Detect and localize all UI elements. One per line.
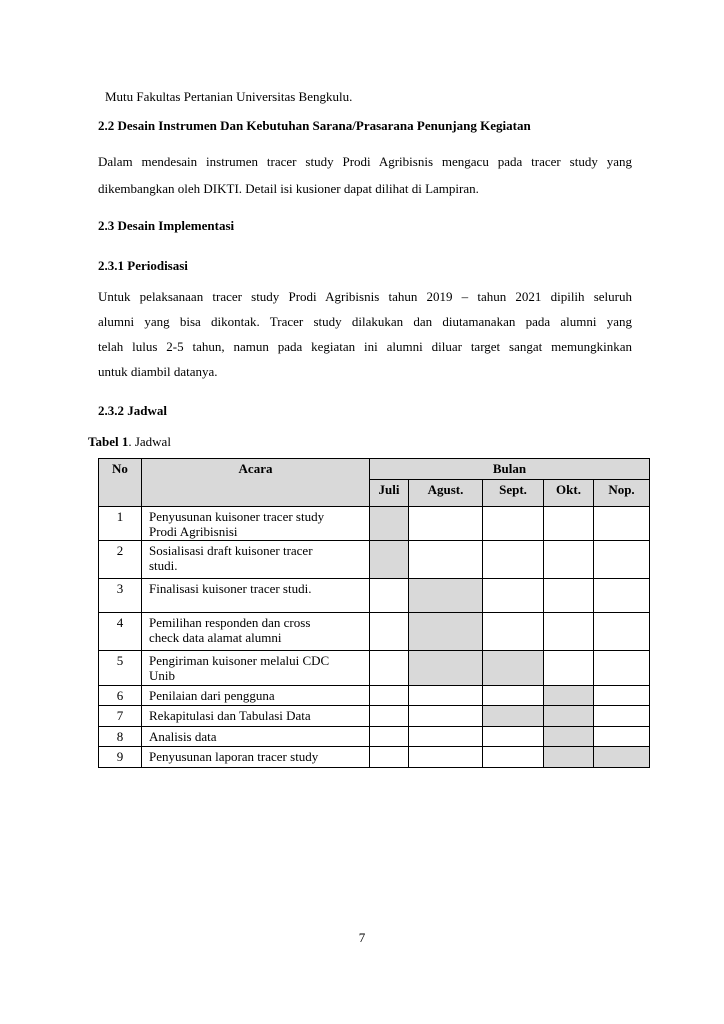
month-cell bbox=[544, 613, 594, 651]
month-cell bbox=[483, 727, 544, 747]
row-activity bbox=[142, 507, 370, 541]
section-2-3-1-heading: 2.3.1 Periodisasi bbox=[98, 258, 188, 273]
section-2-2-line-2: dikembangkan oleh DIKTI. Detail isi kusioner dapat dilihat di Lampiran. bbox=[98, 181, 479, 196]
header-bulan: Bulan bbox=[370, 459, 650, 480]
section-2-2-line-1: Dalam mendesain instrumen tracer study Prodi Agribisnis mengacu pada tracer study yang bbox=[98, 154, 632, 169]
month-cell bbox=[594, 541, 650, 579]
header-month: Okt. bbox=[544, 480, 594, 507]
page-number: 7 bbox=[358, 930, 366, 945]
table-row bbox=[99, 651, 650, 686]
month-cell bbox=[409, 507, 483, 541]
month-cell-scheduled bbox=[409, 651, 483, 686]
month-cell-scheduled bbox=[483, 651, 544, 686]
month-cell bbox=[483, 541, 544, 579]
month-cell-scheduled bbox=[370, 507, 409, 541]
table-row bbox=[99, 686, 650, 706]
month-cell-scheduled bbox=[483, 706, 544, 727]
section-2-3-2-heading: 2.3.2 Jadwal bbox=[98, 403, 167, 418]
header-month: Agust. bbox=[409, 480, 483, 507]
month-cell-scheduled bbox=[409, 579, 483, 613]
month-cell bbox=[483, 613, 544, 651]
row-activity-line: Prodi Agribisnisi bbox=[149, 524, 238, 539]
section-2-3-1-line-4: untuk diambil datanya. bbox=[98, 364, 218, 379]
row-activity bbox=[142, 579, 370, 613]
row-activity-line: Penilaian dari pengguna bbox=[149, 688, 275, 703]
month-cell bbox=[483, 686, 544, 706]
month-cell-scheduled bbox=[370, 541, 409, 579]
header-no: No bbox=[99, 459, 142, 507]
section-2-2-heading: 2.2 Desain Instrumen Dan Kebutuhan Sarana/Prasarana Penunjang Kegiatan bbox=[98, 118, 531, 133]
header-month: Nop. bbox=[594, 480, 650, 507]
month-cell bbox=[370, 686, 409, 706]
section-2-3-1-line-3: telah lulus 2-5 tahun, namun pada kegiatan ini alumni diluar target sangat memungkinkan bbox=[98, 339, 632, 354]
row-activity-line: Sosialisasi draft kuisoner tracer bbox=[149, 543, 313, 558]
month-cell bbox=[483, 579, 544, 613]
row-activity-line: Analisis data bbox=[149, 729, 217, 744]
month-cell-scheduled bbox=[409, 613, 483, 651]
table-row bbox=[99, 613, 650, 651]
section-2-3-1-line-2: alumni yang bisa dikontak. Tracer study dilakukan dan diutamanakan pada alumni yang bbox=[98, 314, 632, 329]
schedule-table-body bbox=[99, 507, 650, 768]
month-cell bbox=[594, 651, 650, 686]
month-cell bbox=[409, 686, 483, 706]
month-cell bbox=[594, 727, 650, 747]
month-cell-scheduled bbox=[544, 747, 594, 768]
month-cell bbox=[544, 579, 594, 613]
header-month: Juli bbox=[370, 480, 409, 507]
row-activity-line: Unib bbox=[149, 668, 175, 683]
month-cell-scheduled bbox=[544, 727, 594, 747]
header-month: Sept. bbox=[483, 480, 544, 507]
month-cell bbox=[544, 541, 594, 579]
row-activity bbox=[142, 706, 370, 727]
row-activity-line: Pengiriman kuisoner melalui CDC bbox=[149, 653, 330, 668]
row-number: 8 bbox=[99, 727, 142, 747]
month-cell bbox=[483, 507, 544, 541]
row-number: 2 bbox=[99, 541, 142, 579]
table-row bbox=[99, 747, 650, 768]
month-cell bbox=[409, 541, 483, 579]
row-activity bbox=[142, 686, 370, 706]
row-activity bbox=[142, 727, 370, 747]
table-caption-title: . Jadwal bbox=[128, 434, 171, 449]
row-number: 5 bbox=[99, 651, 142, 686]
table-row bbox=[99, 507, 650, 541]
row-activity bbox=[142, 541, 370, 579]
row-number: 7 bbox=[99, 706, 142, 727]
section-2-3-heading: 2.3 Desain Implementasi bbox=[98, 218, 235, 233]
table-row bbox=[99, 579, 650, 613]
table-row bbox=[99, 706, 650, 727]
row-activity-line: Finalisasi kuisoner tracer studi. bbox=[149, 581, 312, 596]
row-activity-line: Pemilihan responden dan cross bbox=[149, 615, 311, 630]
month-cell bbox=[483, 747, 544, 768]
month-cell bbox=[594, 579, 650, 613]
table-caption-label: Tabel 1 bbox=[88, 434, 129, 449]
month-cell bbox=[594, 686, 650, 706]
month-cell bbox=[594, 613, 650, 651]
row-activity bbox=[142, 651, 370, 686]
row-activity-line: Rekapitulasi dan Tabulasi Data bbox=[149, 708, 311, 723]
table-caption bbox=[88, 434, 171, 450]
row-activity bbox=[142, 747, 370, 768]
row-activity-line: Penyusunan laporan tracer study bbox=[149, 749, 319, 764]
row-number: 1 bbox=[99, 507, 142, 541]
schedule-table bbox=[98, 458, 650, 768]
table-row bbox=[99, 727, 650, 747]
month-cell bbox=[409, 727, 483, 747]
month-cell bbox=[370, 706, 409, 727]
row-number: 6 bbox=[99, 686, 142, 706]
month-cell bbox=[594, 507, 650, 541]
row-activity-line: check data alamat alumni bbox=[149, 630, 282, 645]
month-cell-scheduled bbox=[544, 706, 594, 727]
month-cell bbox=[409, 706, 483, 727]
month-cell bbox=[370, 727, 409, 747]
month-cell bbox=[594, 706, 650, 727]
row-activity-line: studi. bbox=[149, 558, 178, 573]
month-cell bbox=[409, 747, 483, 768]
month-cell-scheduled bbox=[594, 747, 650, 768]
row-activity-line: Penyusunan kuisoner tracer study bbox=[149, 509, 325, 524]
month-cell-scheduled bbox=[544, 686, 594, 706]
header-acara: Acara bbox=[142, 459, 370, 507]
row-number: 9 bbox=[99, 747, 142, 768]
table-row bbox=[99, 541, 650, 579]
row-number: 3 bbox=[99, 579, 142, 613]
month-cell bbox=[370, 579, 409, 613]
row-number: 4 bbox=[99, 613, 142, 651]
month-cell bbox=[370, 651, 409, 686]
month-cell bbox=[544, 507, 594, 541]
month-cell bbox=[370, 747, 409, 768]
month-cell bbox=[370, 613, 409, 651]
row-activity bbox=[142, 613, 370, 651]
section-2-3-1-line-1: Untuk pelaksanaan tracer study Prodi Agribisnis tahun 2019 – tahun 2021 dipilih seluruh bbox=[98, 289, 632, 304]
month-cell bbox=[544, 651, 594, 686]
continuation-text: Mutu Fakultas Pertanian Universitas Bengkulu. bbox=[105, 89, 353, 104]
